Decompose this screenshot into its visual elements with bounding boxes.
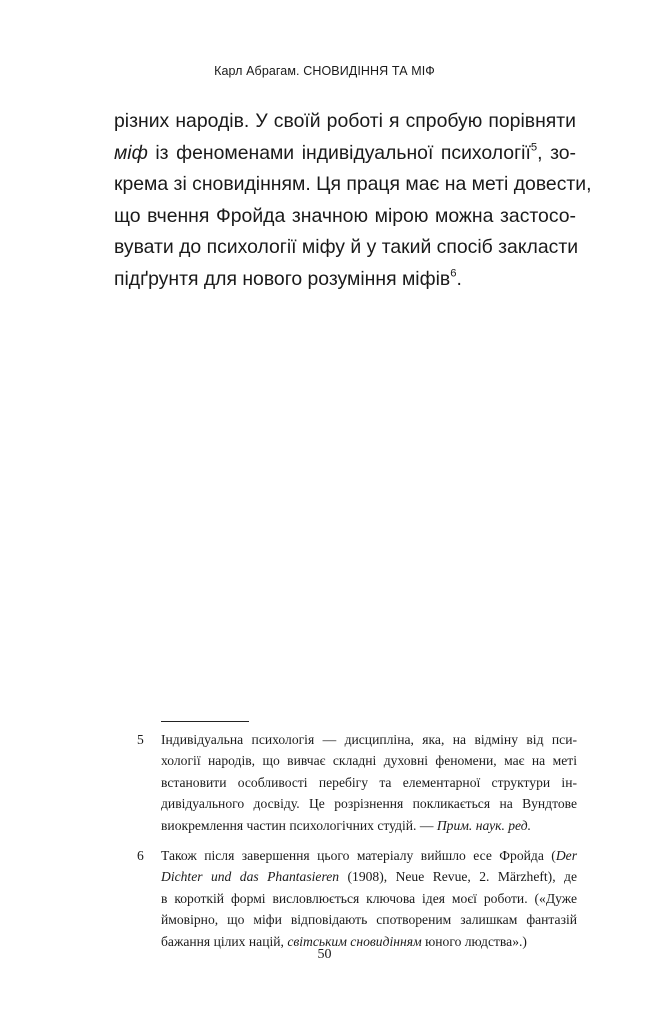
editor-note: Прим. наук. ред.	[436, 817, 532, 833]
footnote-ref[interactable]: 6	[450, 267, 457, 280]
footnote-line: ймовірно, що міфи відповідають спотвореним залишкам фантазій	[161, 912, 577, 928]
text-line: крема зі сновидінням. Ця праця має на меті довести,	[114, 173, 592, 196]
text-fragment: , зо-	[537, 141, 576, 164]
text-line: підґрунтя для нового розуміння міфів$^6$.	[114, 267, 462, 290]
text-line: різних народів. У своїй роботі я спробую порівняти	[114, 110, 576, 132]
footnote-ref[interactable]: 5	[530, 141, 538, 154]
footnote-line: в короткій формі висловлюється ключова ідея моєї роботи. («Дуже	[161, 890, 577, 906]
footnote-5	[137, 729, 577, 836]
italic-phrase: світським сновидінням	[287, 933, 422, 949]
footnote-number: 6	[137, 848, 144, 864]
footnote-line	[161, 815, 577, 836]
text-line: що вчення Фройда значною мірою можна застосо-	[114, 204, 576, 227]
footnote-line: встановити особливості перебігу та елементарної структури ін-	[161, 774, 577, 790]
text-line	[114, 138, 576, 170]
footnote-separator	[161, 721, 249, 722]
footnotes	[137, 729, 577, 961]
italic-title: Der	[555, 848, 577, 864]
running-title: Карл Абрагам. СНОВИДІННЯ ТА МІФ	[214, 64, 435, 78]
main-text	[114, 106, 592, 296]
text-fragment: юного людства».)	[421, 933, 527, 949]
text-line: вувати до психології міфу й у такий спосіб закласти	[114, 236, 579, 259]
footnote-line: Індивідуальна психологія — дисципліна, яка, на відміну від пси-	[161, 732, 577, 747]
text-fragment: (1908), Neue Revue, 2. Märzheft), де	[339, 869, 577, 885]
text-fragment: виокремлення частин психологічних студій. —	[161, 817, 437, 833]
footnote-line	[161, 866, 577, 887]
running-header	[0, 64, 649, 78]
footnote-line: дивідуального досвіду. Це розрізнення покликається на Вундтове	[161, 796, 577, 812]
text-fragment: Також після завершення цього матеріалу вийшло есе Фройда (	[161, 848, 556, 864]
italic-word: міф	[114, 141, 148, 164]
text-fragment: бажання цілих націй,	[161, 933, 288, 949]
footnote-line	[161, 845, 577, 866]
italic-title: Dichter und das Phantasieren	[161, 869, 340, 885]
text-fragment: із феноменами індивідуальної психології	[155, 141, 531, 164]
footnote-number: 5	[137, 732, 144, 747]
text-fragment: підґрунтя для нового розуміння міфів	[114, 267, 451, 290]
footnote-line: хології народів, що вивчає складні духовні феномени, має на меті	[161, 753, 577, 769]
page-number: 50	[317, 947, 332, 962]
main-paragraph	[114, 106, 592, 296]
footnote-6	[137, 845, 577, 952]
